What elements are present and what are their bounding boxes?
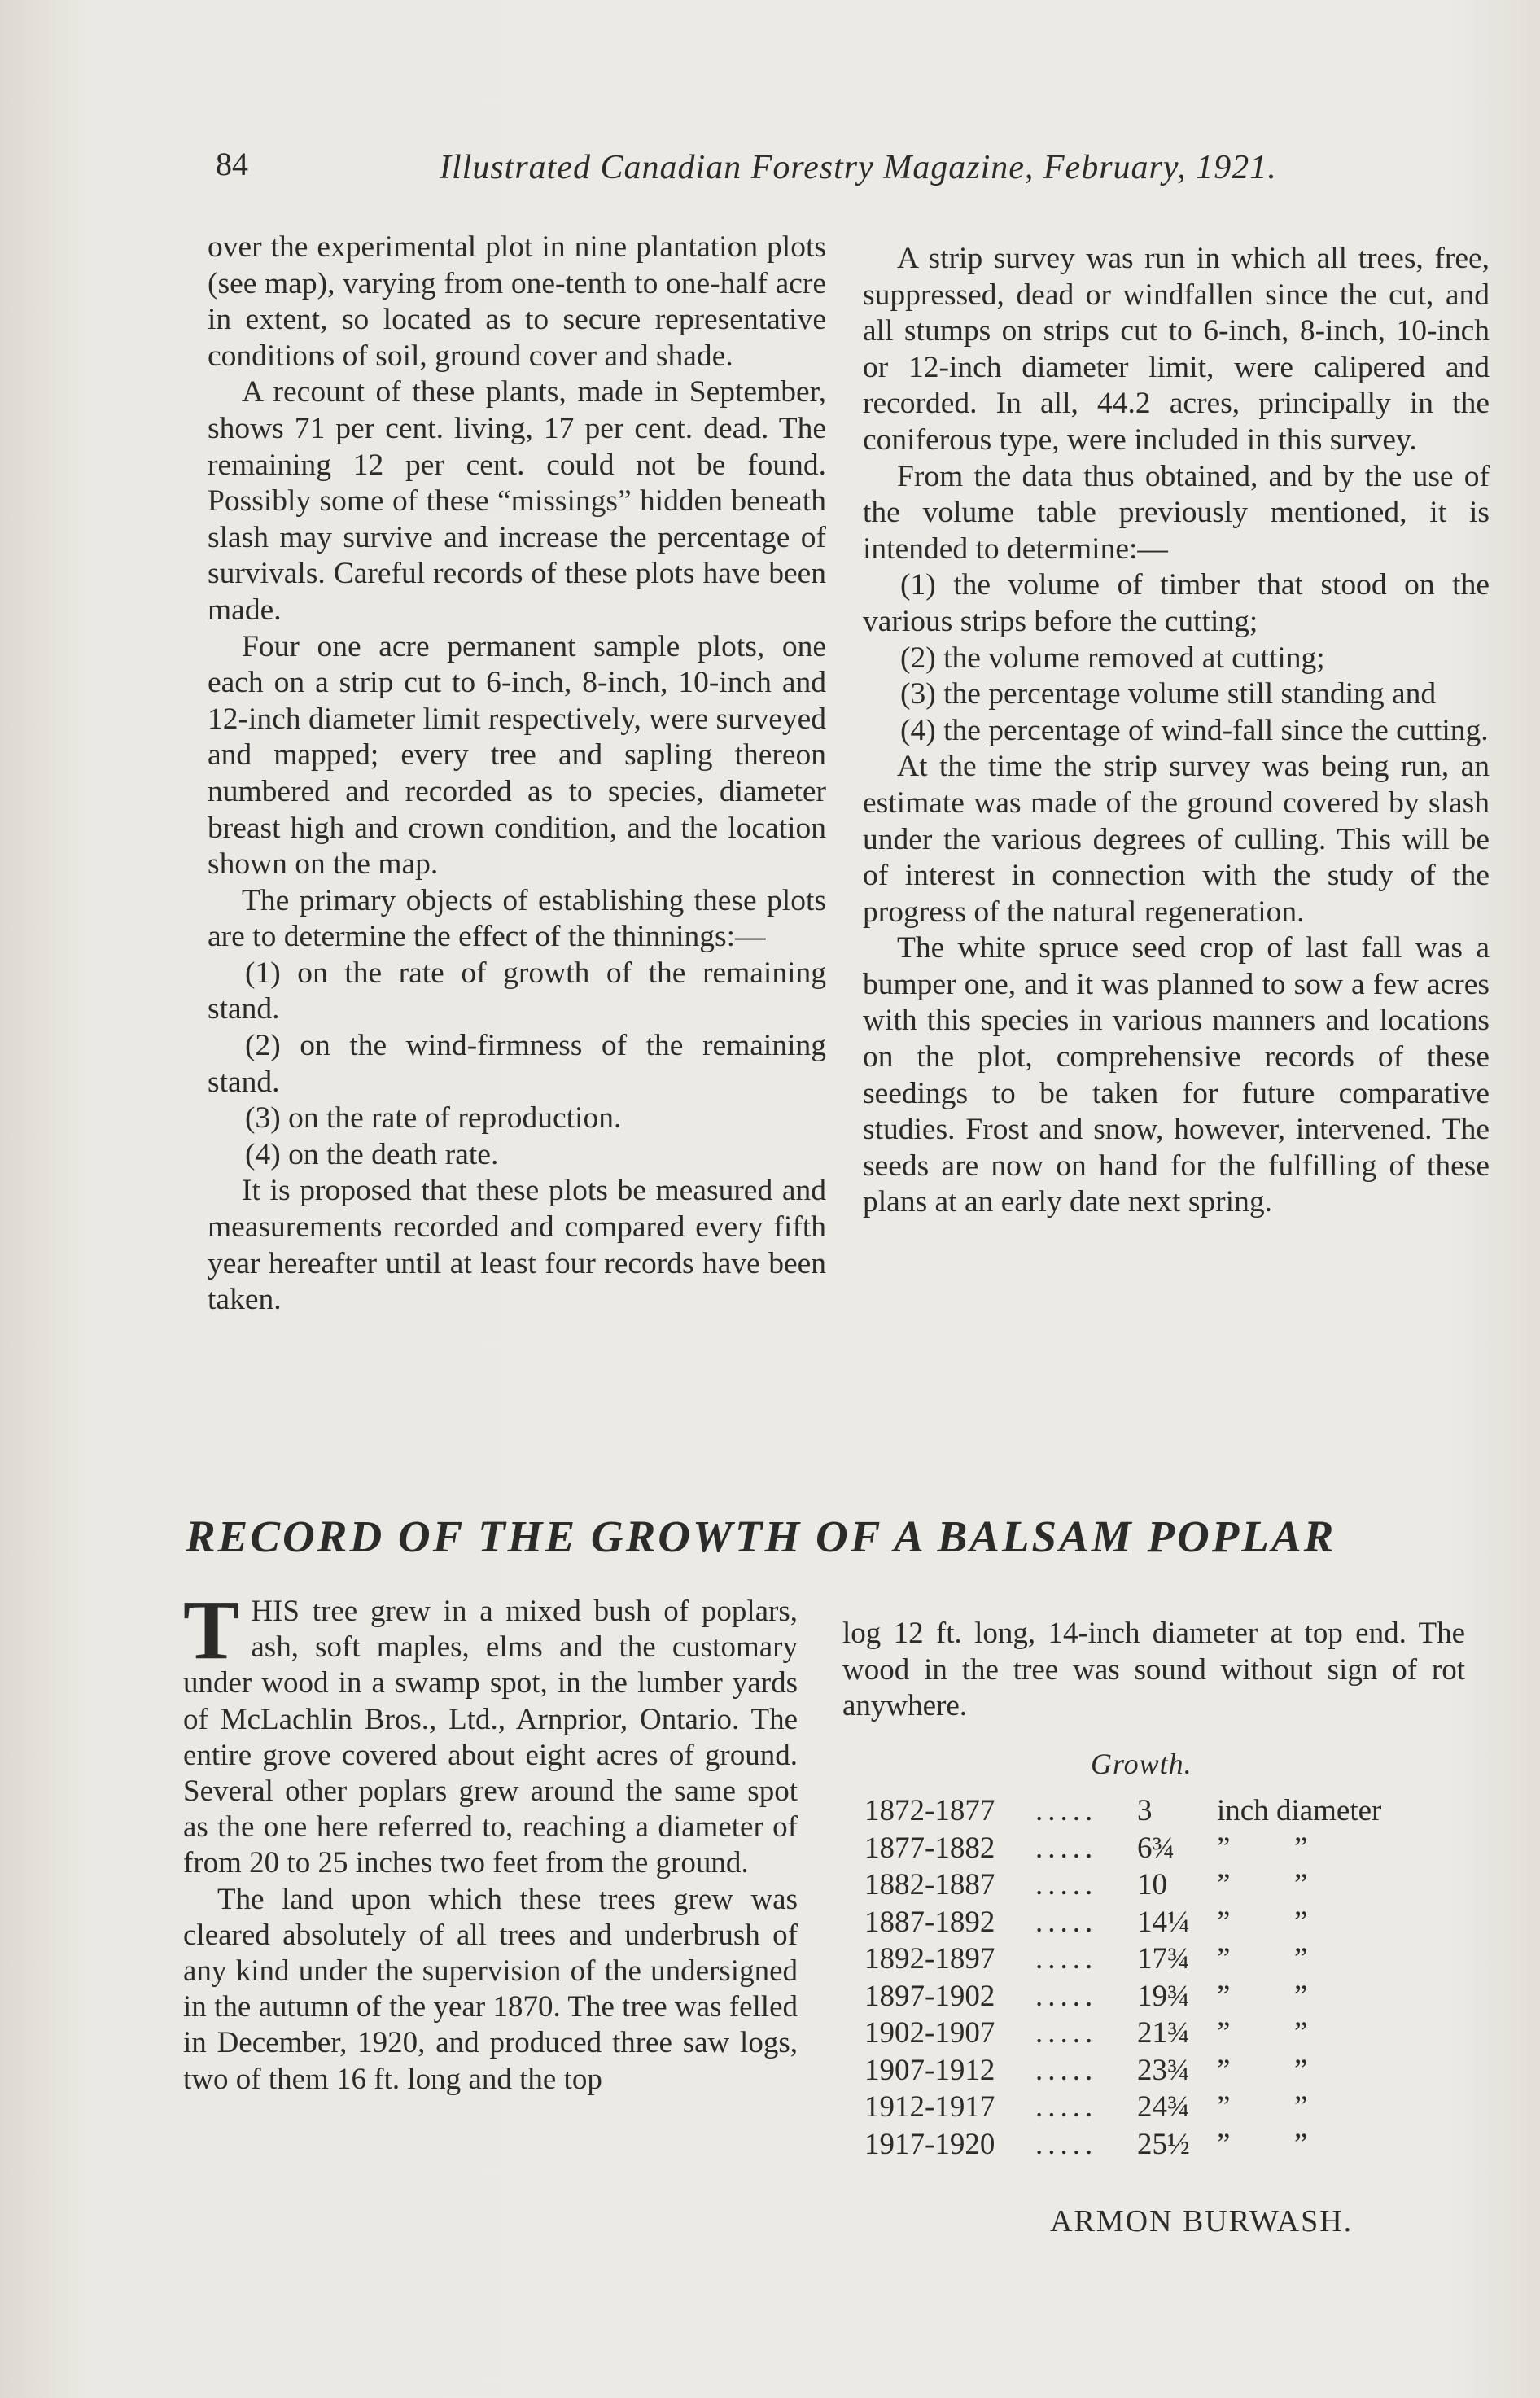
table-row (864, 1831, 1450, 1868)
unit-cell: ” (1217, 1868, 1231, 1901)
list-item: (3) the percentage volume still standing and (900, 677, 1437, 711)
leader-dots: ..... (1035, 2016, 1098, 2050)
table-row (864, 2127, 1450, 2164)
unit-cell: ” (1217, 2127, 1231, 2161)
article-first-paragraph (183, 1583, 798, 1882)
unit-cell: ” (1217, 2053, 1231, 2087)
leader-dots: ..... (1035, 2090, 1098, 2124)
paragraph: A strip survey was run in which all trees, free, suppressed, dead or windfallen since the cut, and all stumps on strips cut to 6-inch, 8-inch, 10-inch or 12-inch diameter limit, were calipered and recorded. In all, 44.2 acres, principally in the coniferous type, were included in this survey. (863, 242, 1490, 457)
period-cell: 1912-1917 (864, 2090, 995, 2124)
table-row (864, 1941, 1450, 1979)
paragraph: From the data thus obtained, and by the use of the volume table previously mentioned, it is intended to determine:— (863, 459, 1490, 566)
unit-cell: inch diameter (1217, 1794, 1382, 1827)
unit-cell-2: ” (1294, 2053, 1308, 2087)
table-row (864, 1867, 1450, 1905)
leader-dots: ..... (1035, 1905, 1098, 1939)
list-item: (2) the volume removed at cutting; (900, 641, 1325, 675)
diameter-cell: 10 (1137, 1868, 1167, 1901)
table-row (864, 2053, 1450, 2090)
unit-cell-2: ” (1294, 1942, 1308, 1976)
paragraph: The primary objects of establishing these plots are to determine the effect of the thinnings:— (208, 883, 826, 954)
paragraph-text: HIS tree grew in a mixed bush of poplars, ash, soft maples, elms and the customary under wood in a swamp spot, in the lumber yards of McLachlin Bros., Ltd., Arnprior, Ontario. The entire grove covered about eight acres of ground. Several other poplars grew around the same spot as the one here referred to, reaching a diameter of from 20 to 25 inches two feet from the ground. (183, 1595, 798, 1880)
unit-cell: ” (1217, 1905, 1231, 1939)
author-signature: ARMON BURWASH. (1050, 2204, 1354, 2238)
unit-cell-2: ” (1294, 1979, 1308, 2013)
diameter-cell: 6¾ (1137, 1831, 1175, 1865)
leader-dots: ..... (1035, 1868, 1098, 1901)
list-item: (4) on the death rate. (245, 1137, 499, 1171)
paragraph: At the time the strip survey was being run, an estimate was made of the ground covered by slash under the various degrees of culling. This will be of interest in connection with the study of the progress of the natural regeneration. (863, 750, 1490, 929)
period-cell: 1892-1897 (864, 1942, 995, 1976)
unit-cell-2: ” (1294, 2016, 1308, 2050)
table-row (864, 1979, 1450, 2016)
paragraph: Four one acre permanent sample plots, one each on a strip cut to 6-inch, 8-inch, 10-inch and 12-inch diameter limit respectively, were surveyed and mapped; every tree and sapling thereon numbered and recorded as to species, diameter breast high and crown condition, and the location shown on the map. (208, 629, 826, 882)
paragraph: The land upon which these trees grew was cleared absolutely of all trees and underbrush of any kind under the supervision of the undersigned in the autumn of the year 1870. The tree was felled in December, 1920, and produced three saw logs, two of them 16 ft. long and the top (183, 1882, 798, 2096)
article-left-column (183, 1583, 798, 2098)
table-row (864, 2089, 1450, 2127)
period-cell: 1907-1912 (864, 2053, 995, 2087)
running-title: Illustrated Canadian Forestry Magazine, February, 1921. (440, 149, 1277, 186)
unit-cell: ” (1217, 2016, 1231, 2050)
diameter-cell: 3 (1137, 1794, 1153, 1827)
unit-cell-2: ” (1294, 1905, 1308, 1939)
diameter-cell: 17¾ (1137, 1942, 1190, 1976)
list-item: (2) on the wind-firmness of the remaining stand. (208, 1029, 826, 1099)
diameter-cell: 21¾ (1137, 2016, 1190, 2050)
leader-dots: ..... (1035, 1831, 1098, 1865)
unit-cell: ” (1217, 1831, 1231, 1865)
period-cell: 1897-1902 (864, 1979, 995, 2013)
paragraph: A recount of these plants, made in September, shows 71 per cent. living, 17 per cent. dead. The remaining 12 per cent. could not be found. Possibly some of these “missings” hidden beneath slash may survive and increase the percentage of survivals. Careful records of these plots have been made. (208, 375, 826, 627)
paragraph: It is proposed that these plots be measured and measurements recorded and compared every fifth year hereafter until at least four records have been taken. (208, 1174, 826, 1317)
unit-cell: ” (1217, 1942, 1231, 1976)
period-cell: 1877-1882 (864, 1831, 995, 1865)
leader-dots: ..... (1035, 1794, 1098, 1827)
article-right-column (842, 1616, 1465, 1725)
diameter-cell: 23¾ (1137, 2053, 1190, 2087)
unit-cell: ” (1217, 2090, 1231, 2124)
diameter-cell: 25½ (1137, 2127, 1190, 2161)
growth-heading: Growth. (1091, 1748, 1192, 1780)
page-number: 84 (216, 146, 248, 182)
paragraph: The white spruce seed crop of last fall was a bumper one, and it was planned to sow a few acres with this species in various manners and locations on the plot, comprehensive records of these seedings to be taken for future comparative studies. Frost and snow, however, intervened. The seeds are now on hand for the fulfilling of these plans at an early date next spring. (863, 931, 1490, 1219)
period-cell: 1902-1907 (864, 2016, 995, 2050)
list-item: (1) on the rate of growth of the remaining stand. (208, 956, 826, 1026)
leader-dots: ..... (1035, 2053, 1098, 2087)
leader-dots: ..... (1035, 1942, 1098, 1976)
paragraph: log 12 ft. long, 14-inch diameter at top end. The wood in the tree was sound without sign of rot anywhere. (842, 1617, 1465, 1722)
diameter-cell: 19¾ (1137, 1979, 1190, 2013)
unit-cell: ” (1217, 1979, 1231, 2013)
period-cell: 1882-1887 (864, 1868, 995, 1901)
drop-cap: T (183, 1583, 240, 1677)
table-row (864, 1905, 1450, 1942)
left-column (208, 230, 826, 1319)
diameter-cell: 14¼ (1137, 1905, 1190, 1939)
page-header (216, 145, 1323, 202)
period-cell: 1872-1877 (864, 1794, 995, 1827)
unit-cell-2: ” (1294, 1831, 1308, 1865)
table-row (864, 2015, 1450, 2053)
paragraph: over the experimental plot in nine plantation plots (see map), varying from one-tenth to one-half acre in extent, so located as to secure representative conditions of soil, ground cover and shade. (208, 230, 826, 373)
right-column (863, 241, 1490, 1221)
list-item: (4) the percentage of wind-fall since the cutting. (900, 713, 1489, 747)
list-item: (1) the volume of timber that stood on the various strips before the cutting; (863, 568, 1490, 638)
list-item: (3) on the rate of reproduction. (245, 1101, 622, 1136)
leader-dots: ..... (1035, 1979, 1098, 2013)
unit-cell-2: ” (1294, 2090, 1308, 2124)
unit-cell-2: ” (1294, 1868, 1308, 1901)
growth-table (864, 1793, 1450, 2164)
diameter-cell: 24¾ (1137, 2090, 1190, 2124)
leader-dots: ..... (1035, 2127, 1098, 2161)
period-cell: 1887-1892 (864, 1905, 995, 1939)
period-cell: 1917-1920 (864, 2127, 995, 2161)
article-title: RECORD OF THE GROWTH OF A BALSAM POPLAR (186, 1512, 1337, 1561)
unit-cell-2: ” (1294, 2127, 1308, 2161)
table-row (864, 1793, 1450, 1831)
